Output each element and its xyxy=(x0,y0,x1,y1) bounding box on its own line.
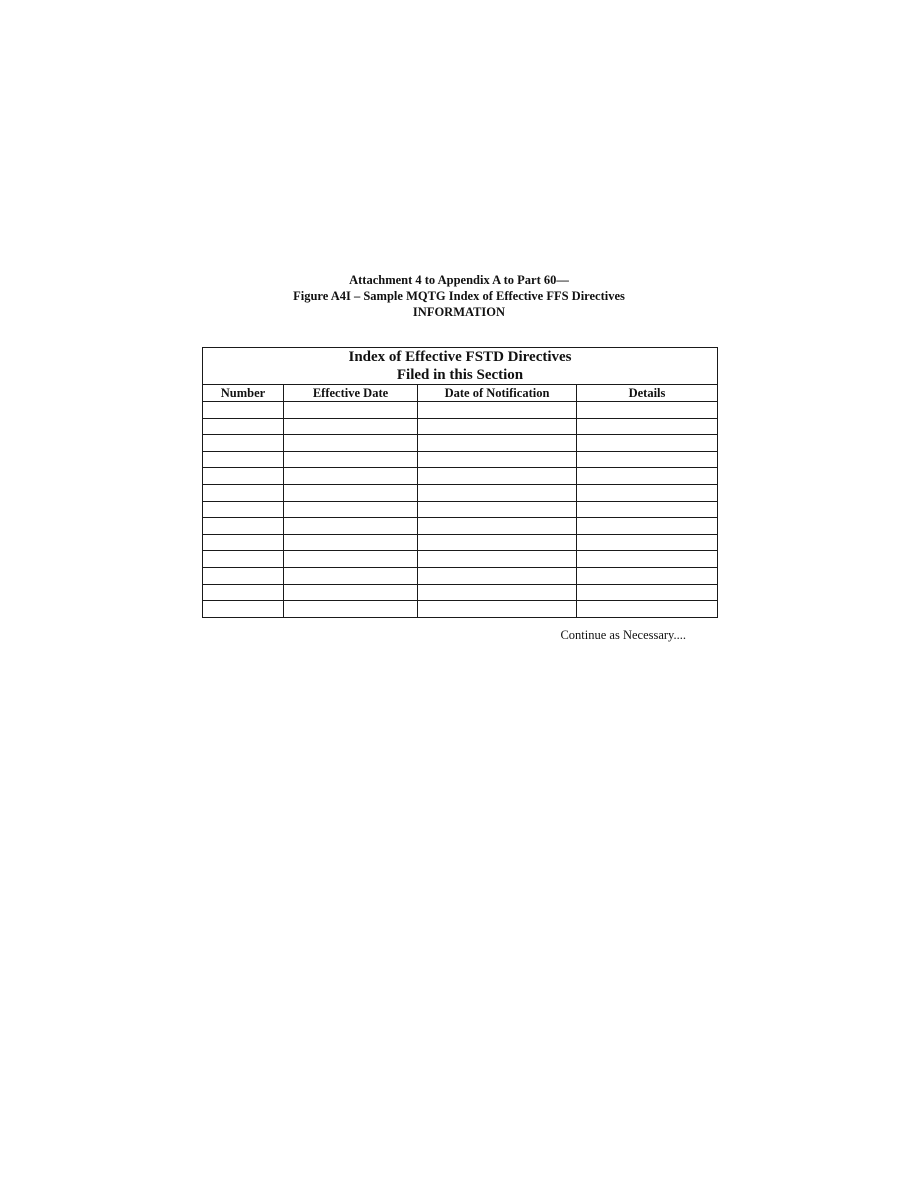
table-row xyxy=(203,418,718,435)
table-cell-blank xyxy=(418,451,577,468)
table-cell-blank xyxy=(577,484,718,501)
table-cell-blank xyxy=(203,501,284,518)
table-cell-blank xyxy=(577,518,718,535)
document-header xyxy=(0,272,918,320)
information-label: INFORMATION xyxy=(412,305,506,319)
table-title xyxy=(203,348,718,385)
attachment-heading: Attachment 4 to Appendix A to Part 60— xyxy=(349,273,569,287)
column-header-date-of-notification: Date of Notification xyxy=(418,385,577,402)
table-cell-blank xyxy=(203,402,284,419)
table-cell-blank xyxy=(203,484,284,501)
table-cell-blank xyxy=(284,518,418,535)
table-cell-blank xyxy=(203,551,284,568)
table-row xyxy=(203,468,718,485)
table-cell-blank xyxy=(284,468,418,485)
table-cell-blank xyxy=(284,534,418,551)
table-cell-blank xyxy=(577,567,718,584)
table-cell-blank xyxy=(284,501,418,518)
table-row xyxy=(203,402,718,419)
table-cell-blank xyxy=(418,484,577,501)
table-cell-blank xyxy=(418,468,577,485)
table-row xyxy=(203,534,718,551)
table-cell-blank xyxy=(284,567,418,584)
table-row xyxy=(203,501,718,518)
table-row xyxy=(203,451,718,468)
table-cell-blank xyxy=(284,402,418,419)
table-cell-blank xyxy=(203,418,284,435)
column-header-effective-date: Effective Date xyxy=(284,385,418,402)
table-cell-blank xyxy=(577,584,718,601)
table-row xyxy=(203,551,718,568)
table-body xyxy=(203,402,718,618)
table-cell-blank xyxy=(577,418,718,435)
table-cell-blank xyxy=(203,435,284,452)
table-cell-blank xyxy=(418,501,577,518)
table-cell-blank xyxy=(577,601,718,618)
table-row xyxy=(203,601,718,618)
column-header-number: Number xyxy=(203,385,284,402)
table-cell-blank xyxy=(418,534,577,551)
table-cell-blank xyxy=(284,484,418,501)
table-cell-blank xyxy=(577,435,718,452)
table-row xyxy=(203,584,718,601)
table-cell-blank xyxy=(203,534,284,551)
directives-index-table xyxy=(202,347,718,618)
table-cell-blank xyxy=(203,567,284,584)
table-row xyxy=(203,484,718,501)
figure-caption: Figure A4I – Sample MQTG Index of Effective FFS Directives xyxy=(293,289,625,303)
table-cell-blank xyxy=(577,551,718,568)
table-cell-blank xyxy=(284,435,418,452)
table-row xyxy=(203,518,718,535)
table-cell-blank xyxy=(418,551,577,568)
table-cell-blank xyxy=(577,468,718,485)
table-cell-blank xyxy=(418,518,577,535)
table-cell-blank xyxy=(203,584,284,601)
table-cell-blank xyxy=(418,584,577,601)
table-cell-blank xyxy=(418,402,577,419)
table-cell-blank xyxy=(418,418,577,435)
table-title-line2: Filed in this Section xyxy=(396,367,524,383)
table-cell-blank xyxy=(284,584,418,601)
table-cell-blank xyxy=(418,601,577,618)
table-cell-blank xyxy=(284,451,418,468)
table-cell-blank xyxy=(577,402,718,419)
column-header-details: Details xyxy=(577,385,718,402)
table-cell-blank xyxy=(577,501,718,518)
table-cell-blank xyxy=(203,601,284,618)
table-cell-blank xyxy=(284,601,418,618)
table-cell-blank xyxy=(418,567,577,584)
table-cell-blank xyxy=(284,551,418,568)
table-cell-blank xyxy=(203,451,284,468)
table-cell-blank xyxy=(418,435,577,452)
table-title-line1: Index of Effective FSTD Directives xyxy=(348,349,572,365)
table-cell-blank xyxy=(284,418,418,435)
table-cell-blank xyxy=(577,451,718,468)
table-row xyxy=(203,567,718,584)
table-cell-blank xyxy=(577,534,718,551)
continue-note: Continue as Necessary.... xyxy=(560,628,686,642)
table-cell-blank xyxy=(203,468,284,485)
table-row xyxy=(203,435,718,452)
table-cell-blank xyxy=(203,518,284,535)
